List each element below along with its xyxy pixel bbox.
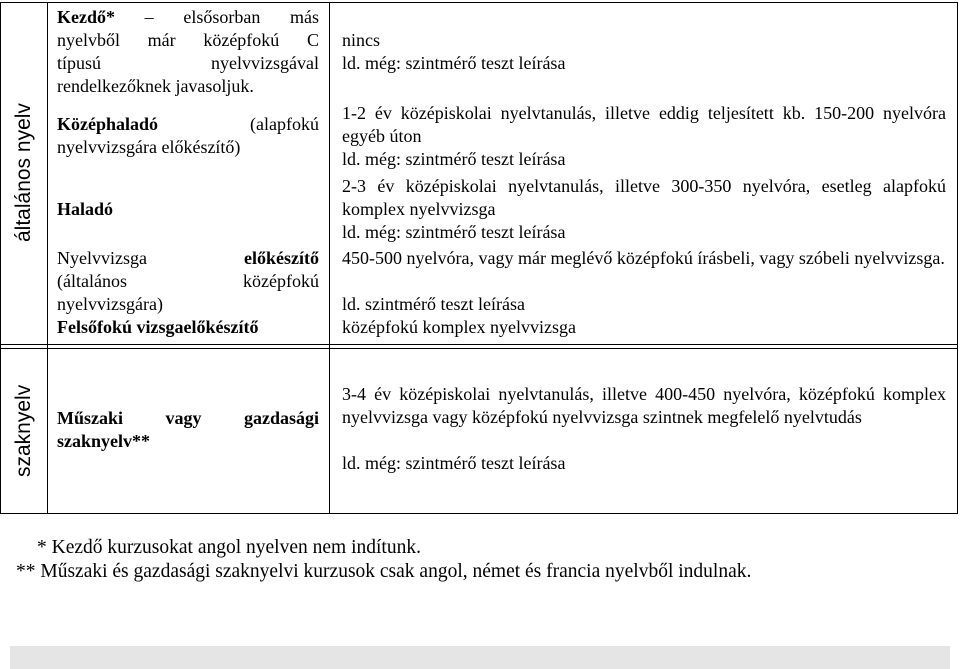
level-text: (alapfokú [250, 114, 319, 134]
level-text: középfokú [243, 271, 319, 291]
level-halado: Haladó [57, 199, 114, 219]
requirement-ref: ld. még: szintmérő teszt leírása [342, 149, 566, 169]
requirement-text: 3-4 év középiskolai nyelvtanulás, illetve 400-450 nyelvóra, középfokú komplex nyelvvizsga vagy középfokú nyelvvizsga szintnek megfelelő nyelvtudás [342, 384, 946, 427]
level-text: elsősorban [183, 7, 261, 27]
requirement-ref: ld. szintmérő teszt leírása [342, 294, 525, 314]
requirement-text: 450-500 nyelvóra, vagy már meglévő középfokú írásbeli, vagy szóbeli nyelvvizsga. [342, 248, 945, 268]
table-border-top [0, 2, 958, 3]
level-text: rendelkezőknek javasoljuk. [57, 76, 254, 96]
level-title: Középhaladó [57, 114, 159, 134]
level-felsofoku: Felsőfokú vizsgaelőkészítő [57, 317, 259, 337]
requirement-ref: ld. még: szintmérő teszt leírása [342, 53, 566, 73]
level-muszaki [57, 407, 319, 453]
level-text: nyelvvizsgára előkészítő) [57, 137, 241, 157]
level-text: más [290, 7, 319, 27]
level-title: Nyelvvizsga [57, 248, 147, 268]
bottom-scroll-region [10, 646, 950, 669]
table-border-col1 [47, 2, 48, 514]
table-border-section [0, 348, 958, 349]
level-text: típusú [57, 53, 102, 73]
table-border-section [0, 344, 958, 345]
level-title: Kezdő* [57, 7, 115, 27]
table-border-bottom [0, 513, 958, 514]
level-text: – [144, 7, 154, 27]
requirement-ref: ld. még: szintmérő teszt leírása [342, 453, 566, 473]
requirement-text: 1-2 év középiskolai nyelvtanulás, illetve eddig teljesített kb. 150-200 nyelvóra egyéb úton [342, 103, 946, 146]
level-text: (általános [57, 271, 127, 291]
table-border-left [0, 2, 1, 514]
level-text: középfokú [203, 30, 280, 50]
level-text: nyelvből [57, 30, 120, 50]
table-border-col2 [329, 2, 330, 514]
requirement-ref: ld. még: szintmérő teszt leírása [342, 222, 566, 242]
table-border-right [957, 2, 958, 514]
footnotes [16, 536, 752, 584]
footnote-beginner: * Kezdő kurzusokat angol nyelven nem indítunk. [37, 537, 421, 558]
level-text: már [147, 30, 176, 50]
requirement-text: nincs [342, 30, 380, 50]
level-text: C [306, 30, 319, 50]
footnote-specialized: ** Műszaki és gazdasági szaknyelvi kurzusok csak angol, német és francia nyelvből indulnak. [16, 561, 752, 582]
requirement-felsofoku: középfokú komplex nyelvvizsga [342, 317, 576, 337]
level-title: előkészítő [244, 248, 319, 268]
requirement-text: 2-3 év középiskolai nyelvtanulás, illetve 300-350 nyelvóra, esetleg alapfokú komplex nyelvvizsga [342, 176, 946, 219]
level-text: nyelvvizsgára) [57, 294, 163, 314]
side-label-specialized: szaknyelv [12, 384, 35, 477]
level-text: nyelvvizsgával [211, 53, 319, 73]
level-title: Műszaki vagy gazdasági szaknyelv** [57, 408, 319, 451]
side-label-general: általános nyelv [12, 103, 35, 243]
